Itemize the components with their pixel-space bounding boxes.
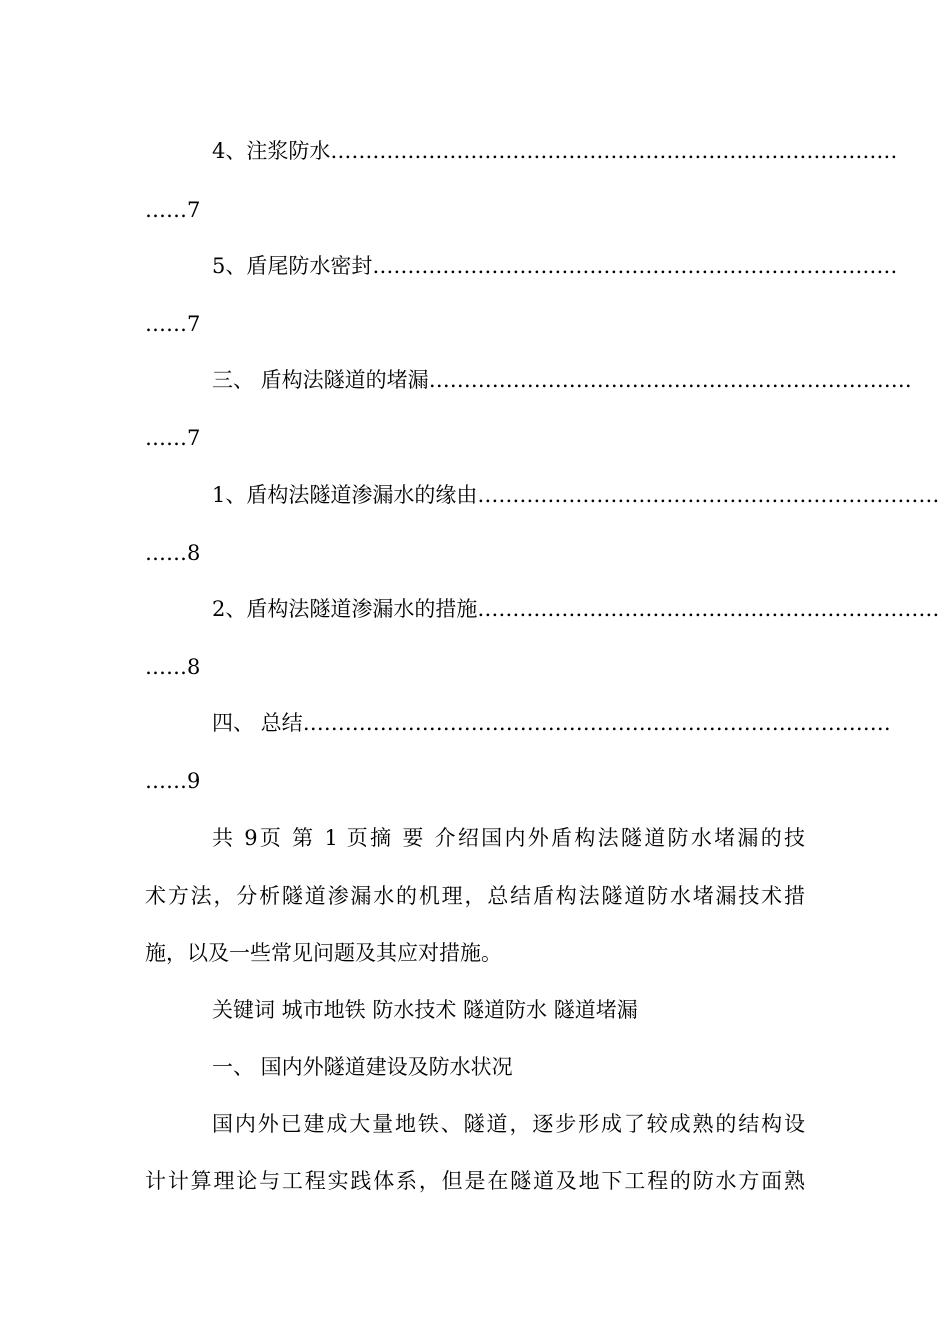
keywords: 关键词 城市地铁 防水技术 隧道防水 隧道堵漏 <box>212 998 638 1022</box>
toc-page-number: ……7 <box>145 426 201 450</box>
toc-leader-dots: ………………………………………………………… <box>477 483 940 507</box>
section-heading: 一、 国内外隧道建设及防水状况 <box>212 1055 513 1079</box>
toc-page-number: ……8 <box>145 655 201 679</box>
toc-leader-dots: ……………………………………………………………………… <box>330 139 898 163</box>
body-paragraph-line: 国内外已建成大量地铁、隧道，逐步形成了较成熟的结构设 <box>212 1112 805 1136</box>
toc-entry-title: 三、 盾构法隧道的堵漏 <box>212 368 429 392</box>
toc-entry-title: 2、盾构法隧道渗漏水的措施 <box>212 597 478 621</box>
toc-entry <box>212 481 940 509</box>
toc-entry-title: 四、 总结 <box>212 711 303 735</box>
toc-entry <box>212 366 912 394</box>
toc-page-number: ……7 <box>145 312 201 336</box>
body-paragraph-line: 计计算理论与工程实践体系，但是在隧道及地下工程的防水方面熟 <box>145 1169 805 1193</box>
toc-leader-dots: ………………………………………………………… <box>477 597 940 621</box>
toc-page-number: ……7 <box>145 198 201 222</box>
abstract-line: 术方法，分析隧道渗漏水的机理，总结盾构法隧道防水堵漏技术措 <box>145 884 805 908</box>
toc-entry <box>212 137 898 165</box>
toc-entry <box>212 595 940 623</box>
toc-entry <box>212 709 891 737</box>
abstract-line: 施，以及一些常见问题及其应对措施。 <box>145 941 502 965</box>
toc-entry-title: 1、盾构法隧道渗漏水的缘由 <box>212 483 478 507</box>
toc-page-number: ……9 <box>145 769 201 793</box>
toc-leader-dots: ………………………………………………………………… <box>372 254 898 278</box>
toc-leader-dots: ………………………………………………………………………… <box>302 711 891 735</box>
toc-page-number: ……8 <box>145 541 201 565</box>
toc-leader-dots: …………………………………………………………… <box>428 368 912 392</box>
abstract-line: 共 9页 第 1 页摘 要 介绍国内外盾构法隧道防水堵漏的技 <box>212 826 805 850</box>
toc-entry <box>212 252 898 280</box>
toc-entry-title: 4、注浆防水 <box>212 139 331 163</box>
toc-entry-title: 5、盾尾防水密封 <box>212 254 373 278</box>
